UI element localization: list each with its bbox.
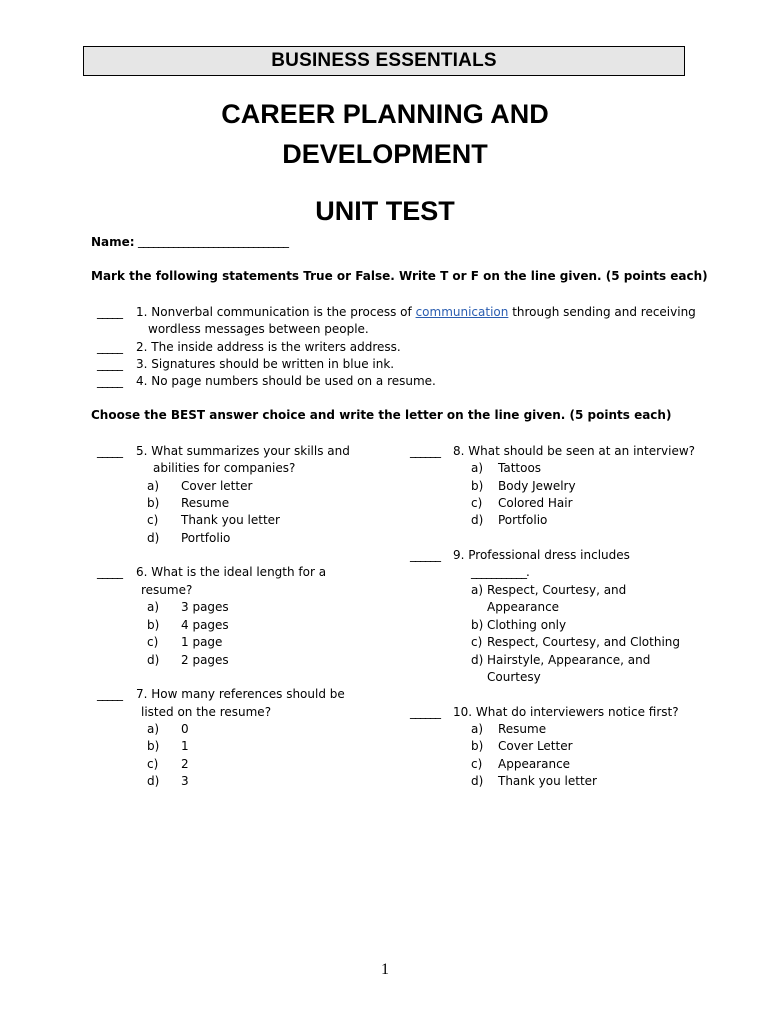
q10-option-a: Resume: [498, 722, 547, 736]
q7-option-b: 1: [181, 739, 189, 753]
q6-option-d-letter: d): [147, 653, 160, 667]
q5-question-line-2: abilities for companies?: [153, 461, 296, 475]
q6-option-c-letter: c): [147, 635, 159, 649]
q10-option-c-letter: c): [471, 757, 483, 771]
q8-option-b-letter: b): [471, 479, 484, 493]
q10-blank[interactable]: ______: [410, 705, 440, 719]
page-number: 1: [381, 961, 389, 978]
q5-question-line-1: 5. What summarizes your skills and: [136, 444, 350, 458]
q5-option-b-letter: b): [147, 496, 160, 510]
q7-option-b-letter: b): [147, 739, 160, 753]
q5-blank[interactable]: _____: [97, 444, 122, 458]
q7-option-a: 0: [181, 722, 189, 736]
header-banner-text: BUSINESS ESSENTIALS: [271, 50, 497, 71]
communication-link[interactable]: communication: [415, 305, 509, 319]
q7-question-line-1: 7. How many references should be: [136, 687, 345, 701]
tf3-blank[interactable]: _____: [97, 357, 122, 371]
q7-option-c-letter: c): [147, 757, 159, 771]
q9-option-a-continuation: Appearance: [487, 600, 560, 614]
q7-question-line-2: listed on the resume?: [141, 705, 272, 719]
q7-option-c: 2: [181, 757, 189, 771]
q8-option-a: Tattoos: [498, 461, 542, 475]
q9-option-b-letter: b): [471, 618, 484, 632]
q10-option-d: Thank you letter: [498, 774, 597, 788]
tf3-question: 3. Signatures should be written in blue ink.: [136, 357, 395, 371]
q8-option-d: Portfolio: [498, 513, 548, 527]
q10-option-c: Appearance: [498, 757, 571, 771]
q9-option-c: Respect, Courtesy, and Clothing: [487, 635, 681, 649]
q6-option-d: 2 pages: [181, 653, 229, 667]
q6-option-c: 1 page: [181, 635, 223, 649]
q5-option-d-letter: d): [147, 531, 160, 545]
q9-option-a: Respect, Courtesy, and: [487, 583, 627, 597]
tf1-question: [136, 305, 696, 319]
q9-option-c-letter: c): [471, 635, 483, 649]
tf4-blank[interactable]: _____: [97, 374, 122, 388]
q10-option-d-letter: d): [471, 774, 484, 788]
q6-blank[interactable]: _____: [97, 565, 122, 579]
q8-blank[interactable]: ______: [410, 444, 440, 458]
q9-option-d-letter: d): [471, 653, 484, 667]
tf2-blank[interactable]: _____: [97, 340, 122, 354]
q10-option-b-letter: b): [471, 739, 484, 753]
tf2-question: 2. The inside address is the writers address.: [136, 340, 401, 354]
q6-option-a-letter: a): [147, 600, 160, 614]
q9-option-a-letter: a): [471, 583, 484, 597]
q6-option-b-letter: b): [147, 618, 160, 632]
q7-option-d-letter: d): [147, 774, 160, 788]
tf1-text-pre: 1. Nonverbal communication is the process of: [136, 305, 416, 319]
q8-option-c-letter: c): [471, 496, 483, 510]
tf1-text-post: through sending and receiving: [508, 305, 696, 319]
q6-option-b: 4 pages: [181, 618, 229, 632]
q10-question-line-1: 10. What do interviewers notice first?: [453, 705, 679, 719]
q8-option-b: Body Jewelry: [498, 479, 576, 493]
title-line-1: CAREER PLANNING AND: [221, 99, 549, 129]
title-line-2: DEVELOPMENT: [282, 139, 488, 169]
q9-option-d: Hairstyle, Appearance, and: [487, 653, 651, 667]
q5-option-a: Cover letter: [181, 479, 253, 493]
q5-option-b: Resume: [181, 496, 230, 510]
tf1-continuation: wordless messages between people.: [148, 322, 369, 336]
q5-option-d: Portfolio: [181, 531, 231, 545]
q7-blank[interactable]: _____: [97, 687, 122, 701]
q10-option-a-letter: a): [471, 722, 484, 736]
q5-option-a-letter: a): [147, 479, 160, 493]
q6-question-line-2: resume?: [141, 583, 193, 597]
q9-blank[interactable]: ______: [410, 548, 440, 562]
section1-instructions: Mark the following statements True or False. Write T or F on the line given. (5 points each): [91, 269, 708, 283]
q8-question-line-1: 8. What should be seen at an interview?: [453, 444, 696, 458]
name-blank[interactable]: ______________________________: [138, 234, 288, 248]
q7-option-a-letter: a): [147, 722, 160, 736]
q8-option-d-letter: d): [471, 513, 484, 527]
q10-option-b: Cover Letter: [498, 739, 573, 753]
q9-option-b: Clothing only: [487, 618, 567, 632]
section2-instructions: Choose the BEST answer choice and write the letter on the line given. (5 points each): [91, 408, 672, 422]
q8-option-a-letter: a): [471, 461, 484, 475]
q7-option-d: 3: [181, 774, 189, 788]
q6-option-a: 3 pages: [181, 600, 229, 614]
header-banner: [83, 46, 685, 76]
tf4-question: 4. No page numbers should be used on a resume.: [136, 374, 436, 388]
name-label: Name:: [91, 235, 135, 249]
q9-question-line-2: ___________.: [471, 565, 529, 579]
tf1-blank[interactable]: _____: [97, 305, 122, 319]
q5-option-c: Thank you letter: [181, 513, 280, 527]
title-line-3: UNIT TEST: [315, 196, 455, 226]
q5-option-c-letter: c): [147, 513, 159, 527]
q6-question-line-1: 6. What is the ideal length for a: [136, 565, 327, 579]
q9-question-line-1: 9. Professional dress includes: [453, 548, 630, 562]
q8-option-c: Colored Hair: [498, 496, 573, 510]
q9-option-d-continuation: Courtesy: [487, 670, 541, 684]
